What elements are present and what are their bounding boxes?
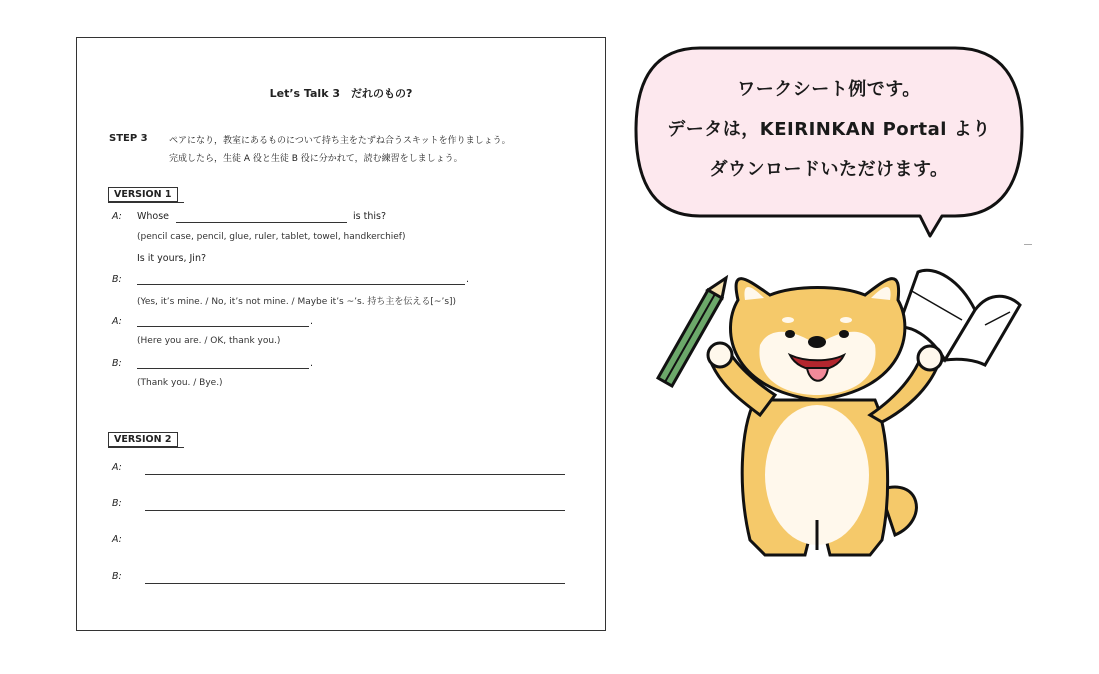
step-instruction-2: 完成したら，生徒 A 役と生徒 B 役に分かれて，読む練習をしましょう。	[169, 154, 463, 164]
version1-a1-line2: Is it yours, Jin?	[137, 253, 207, 264]
version1-a2-period: .	[310, 316, 314, 327]
version1-a1-speaker: A:	[112, 211, 122, 222]
version2-speaker-2: B:	[112, 498, 122, 509]
version1-b1-note: (Yes, it’s mine. / No, it’s not mine. / Maybe it’s ~’s. 持ち主を伝える[~’s])	[137, 297, 457, 307]
version1-a1-is-this: is this?	[353, 211, 386, 222]
version2-blank-4	[145, 583, 565, 584]
version2-blank-2	[145, 510, 565, 511]
version1-a1-whose: Whose	[137, 211, 170, 222]
version1-b2-blank	[137, 368, 309, 369]
version1-b1-period: .	[466, 274, 470, 285]
step-label: STEP 3	[109, 133, 148, 144]
version2-rule	[108, 447, 184, 448]
version1-b2-speaker: B:	[112, 358, 122, 369]
version1-a1-note: (pencil case, pencil, glue, ruler, tablet, towel, handkerchief)	[137, 232, 406, 242]
speech-bubble	[630, 40, 1028, 240]
bubble-line-3: ダウンロードいただけます。	[709, 159, 949, 180]
version1-a1-blank	[176, 222, 347, 223]
version1-a2-note: (Here you are. / OK, thank you.)	[137, 336, 281, 346]
shiba-dog-mascot-icon	[630, 250, 1030, 580]
worksheet-title: Let’s Talk 3 だれのもの?	[269, 87, 413, 100]
version1-label: VERSION 1	[108, 187, 178, 202]
version2-label: VERSION 2	[108, 432, 178, 447]
version1-b2-period: .	[310, 358, 314, 369]
version1-b2-note: (Thank you. / Bye.)	[137, 378, 223, 388]
version2-speaker-1: A:	[112, 462, 122, 473]
version2-speaker-4: B:	[112, 571, 122, 582]
decorative-dash	[1024, 244, 1032, 245]
version1-b1-speaker: B:	[112, 274, 122, 285]
worksheet-sample	[76, 37, 606, 631]
version1-rule	[108, 202, 184, 203]
version2-blank-1	[145, 474, 565, 475]
version1-b1-blank	[137, 284, 465, 285]
bubble-line-1: ワークシート例です。	[737, 79, 921, 100]
version1-a2-blank	[137, 326, 309, 327]
version1-a2-speaker: A:	[112, 316, 122, 327]
bubble-line-2: データは，KEIRINKAN Portal より	[667, 119, 991, 140]
step-instruction-1: ペアになり，教室にあるものについて持ち主をたずね合うスキットを作りましょう。	[169, 136, 511, 146]
version2-speaker-3: A:	[112, 534, 122, 545]
open-book-icon	[898, 270, 1020, 365]
